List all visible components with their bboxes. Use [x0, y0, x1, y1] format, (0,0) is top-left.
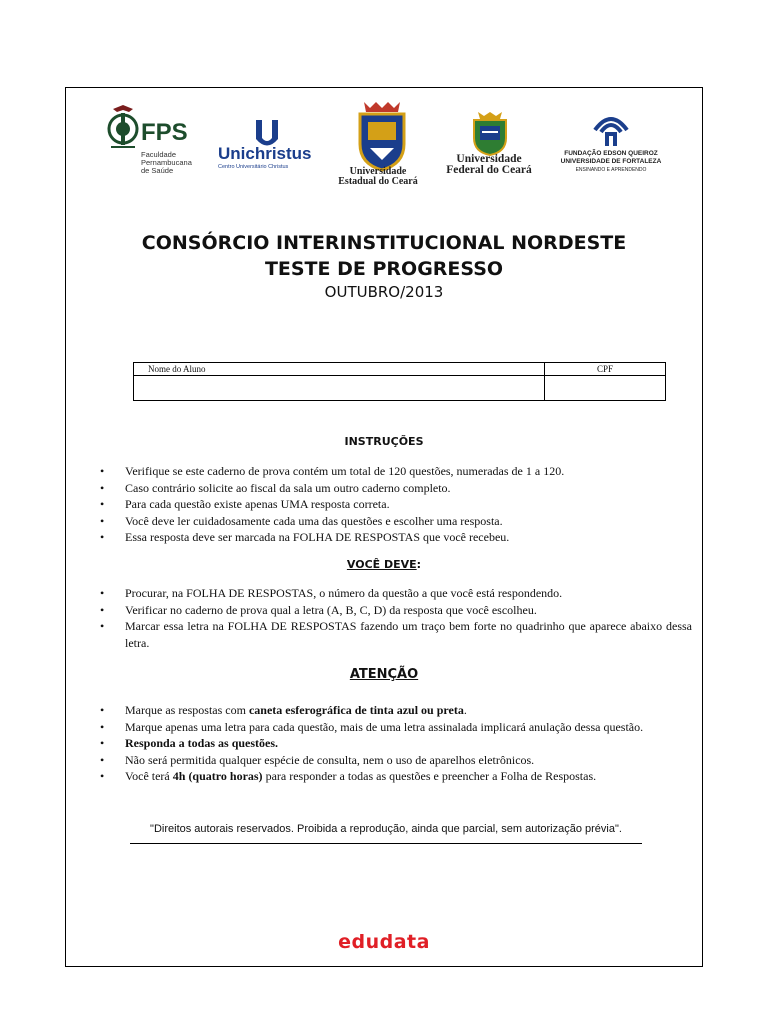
title-line-1: CONSÓRCIO INTERINSTITUCIONAL NORDESTE — [141, 232, 627, 254]
atencao-item5-prefix: Você terá — [125, 769, 173, 783]
voce-deve-heading — [65, 558, 703, 571]
title-line-2: TESTE DE PROGRESSO — [264, 258, 504, 280]
list-item: • Essa resposta deve ser marcada na FOLHA DE RESPOSTAS que você recebeu. — [100, 529, 692, 546]
list-item: • Não será permitida qualquer espécie de consulta, nem o uso de aparelhos eletrônicos. — [100, 752, 692, 769]
divider — [130, 843, 642, 844]
ufc-line2: Federal do Ceará — [446, 164, 532, 176]
list-item: • Verificar no caderno de prova qual a letra (A, B, C, D) da resposta que você escolheu. — [100, 602, 692, 619]
instructions-heading: INSTRUÇÕES — [344, 435, 424, 448]
unifor-emblem-icon — [591, 110, 631, 150]
atencao-item5-suffix: para responder a todas as questões e preencher a Folha de Respostas. — [262, 769, 597, 783]
student-name-field[interactable] — [134, 376, 545, 401]
fundacao-line1: FUNDAÇÃO EDSON QUEIROZ — [564, 150, 658, 157]
uece-logo-text — [332, 167, 424, 187]
fundacao-tagline: ENSINANDO E APRENDENDO — [575, 167, 647, 173]
ufc-logo-text — [434, 154, 544, 176]
student-info-table — [133, 362, 666, 401]
fps-logo-subtitle: Faculdade Pernambucana de Saúde — [141, 150, 192, 175]
student-name-label: Nome do Aluno — [134, 363, 545, 376]
list-item: • Verifique se este caderno de prova contém um total de 120 questões, numeradas de 1 a 120. — [100, 463, 692, 480]
voce-deve-heading-text: VOCÊ DEVE — [346, 558, 417, 571]
ufc-line1: Universidade — [456, 153, 522, 165]
list-item: • Marque apenas uma letra para cada questão, mais de uma letra assinalada implicará anulação dessa questão. — [100, 719, 692, 736]
atencao-item1-bold: caneta esferográfica de tinta azul ou preta — [248, 703, 464, 717]
cpf-field[interactable] — [545, 376, 666, 401]
list-item — [100, 768, 692, 785]
exam-date: OUTUBRO/2013 — [324, 283, 444, 301]
list-item: • Procurar, na FOLHA DE RESPOSTAS, o número da questão a que você está respondendo. — [100, 585, 692, 602]
list-item — [100, 735, 692, 752]
atencao-list — [100, 702, 692, 785]
fundacao-logo-text — [554, 150, 668, 166]
fundacao-line2: UNIVERSIDADE DE FORTALEZA — [560, 158, 662, 165]
edudata-logo: edudata — [338, 931, 430, 953]
uece-line1: Universidade — [349, 166, 407, 177]
list-item — [100, 702, 692, 719]
unichristus-logo-text: Unichristus — [218, 144, 312, 163]
atencao-item5-bold: 4h (quatro horas) — [172, 769, 263, 783]
fps-logo-text: FPS — [141, 119, 188, 146]
atencao-item3-bold: Responda a todas as questões. — [125, 736, 279, 750]
unichristus-logo-subtitle: Centro Universitário Christus — [218, 164, 289, 170]
atencao-heading: ATENÇÃO — [349, 667, 419, 682]
voce-deve-colon: : — [416, 558, 422, 571]
uece-line2: Estadual do Ceará — [338, 176, 418, 187]
copyright-notice: "Direitos autorais reservados. Proibida a reprodução, ainda que parcial, sem autorização prévia". — [150, 823, 622, 835]
list-item: • Para cada questão existe apenas UMA resposta correta. — [100, 496, 692, 513]
ufc-crest-icon — [470, 110, 510, 156]
atencao-item1-prefix: Marque as respostas com — [125, 703, 249, 717]
list-item: • Você deve ler cuidadosamente cada uma das questões e escolher uma resposta. — [100, 513, 692, 530]
voce-deve-list — [100, 585, 692, 651]
list-item: • Marcar essa letra na FOLHA DE RESPOSTAS fazendo um traço bem forte no quadrinho que aparece abaixo dessa letra. — [100, 618, 692, 651]
list-item: • Caso contrário solicite ao fiscal da sala um outro caderno completo. — [100, 480, 692, 497]
cpf-label: CPF — [545, 363, 666, 376]
instructions-list — [100, 463, 692, 546]
fps-emblem-icon — [105, 103, 141, 151]
uece-crest-icon — [350, 100, 414, 174]
atencao-item1-suffix: . — [463, 703, 467, 717]
